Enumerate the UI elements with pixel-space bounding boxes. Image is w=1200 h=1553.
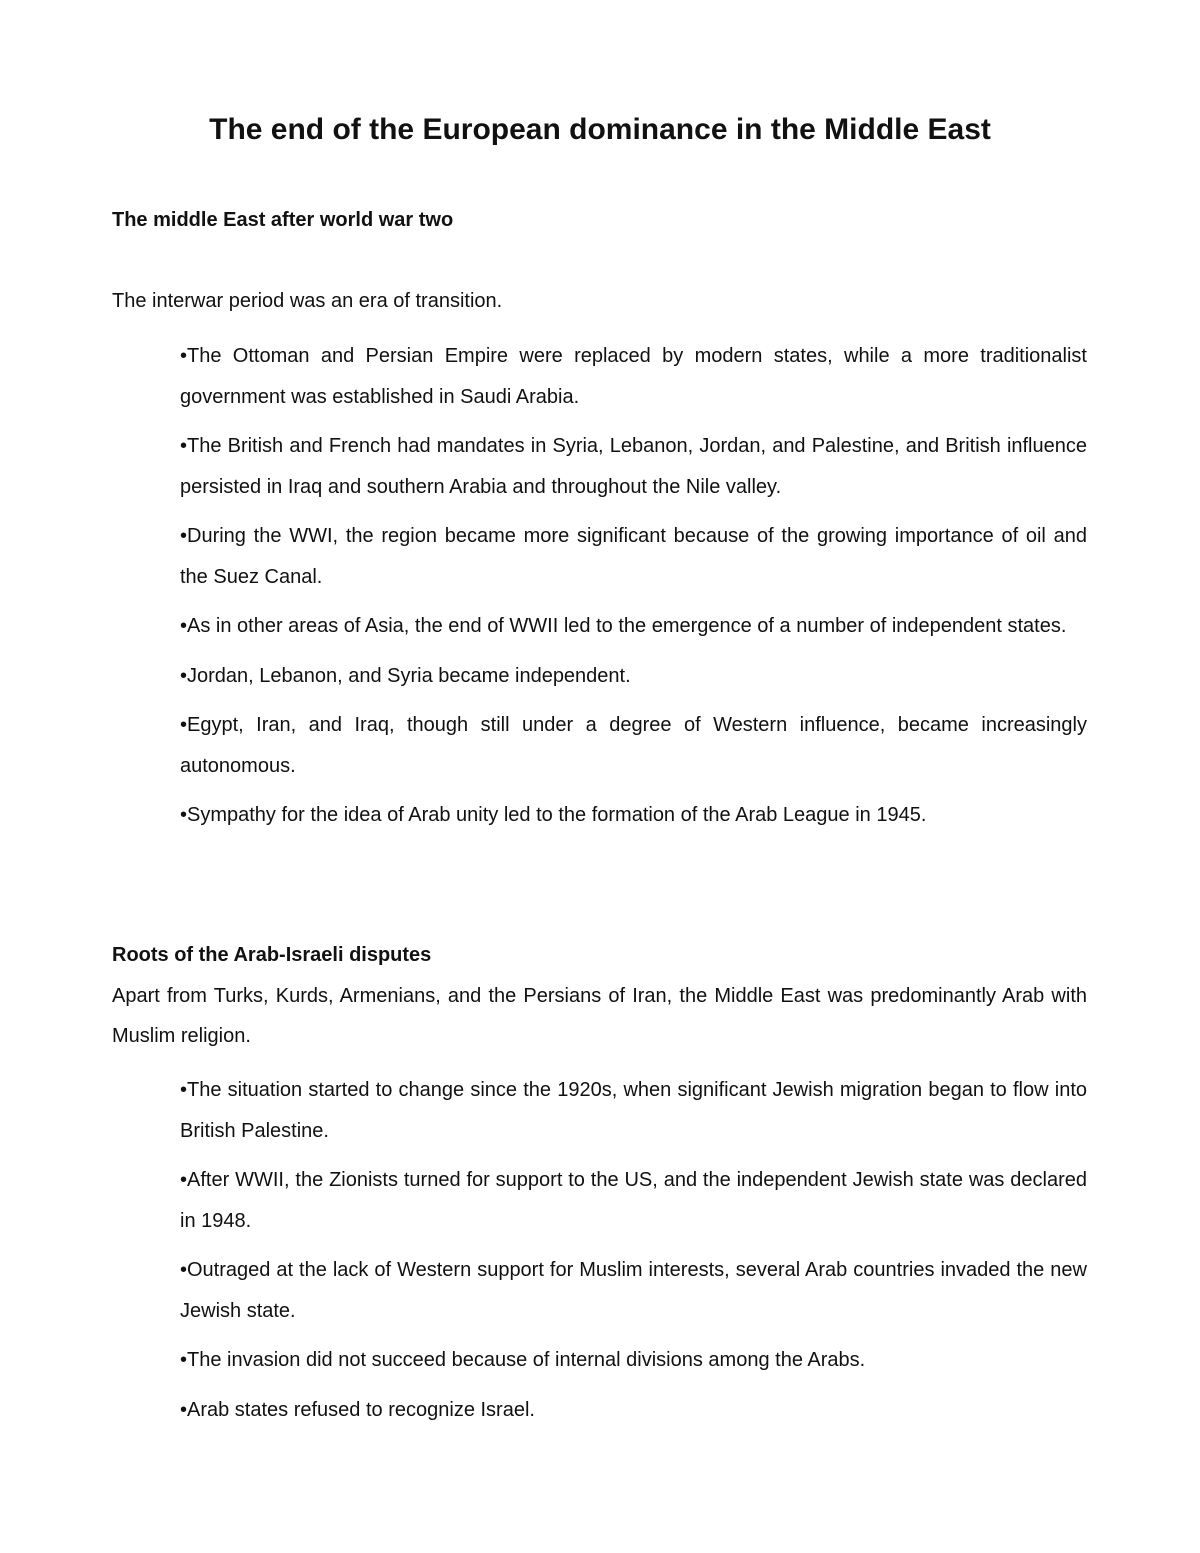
bullet-item: •After WWII, the Zionists turned for support to the US, and the independent Jewish state was declared in 1948. (180, 1169, 1087, 1232)
bullet-item: •The British and French had mandates in Syria, Lebanon, Jordan, and Palestine, and British influence persisted in Iraq and southern Arabia and throughout the Nile valley. (180, 435, 1087, 498)
section-heading-arab-israeli-roots: Roots of the Arab-Israeli disputes (112, 944, 432, 966)
bullet-list-arab-israeli (180, 1070, 1087, 1439)
bullet-item: •Outraged at the lack of Western support for Muslim interests, several Arab countries invaded the new Jewish state. (180, 1259, 1087, 1322)
bullet-item: •As in other areas of Asia, the end of WWII led to the emergence of a number of independent states. (180, 615, 1067, 637)
section-heading-middle-east-after-ww2: The middle East after world war two (112, 209, 454, 231)
bullet-item: •Sympathy for the idea of Arab unity led to the formation of the Arab League in 1945. (180, 804, 927, 826)
bullet-item: •Arab states refused to recognize Israel. (180, 1398, 535, 1421)
bullet-item: •The situation started to change since the 1920s, when significant Jewish migration began to flow into British Palestine. (180, 1079, 1087, 1142)
bullet-item: •The Ottoman and Persian Empire were replaced by modern states, while a more traditionalist government was established in Saudi Arabia. (180, 345, 1087, 408)
section-intro-interwar: The interwar period was an era of transition. (112, 290, 503, 312)
bullet-list-middle-east (180, 336, 1087, 845)
bullet-item: •Egypt, Iran, and Iraq, though still under a degree of Western influence, became increasingly autonomous. (180, 714, 1087, 777)
bullet-item: •During the WWI, the region became more significant because of the growing importance of oil and the Suez Canal. (180, 525, 1087, 588)
section-intro-arab-region: Apart from Turks, Kurds, Armenians, and the Persians of Iran, the Middle East was predominantly Arab with Muslim religion. (112, 985, 1087, 1047)
bullet-item: •Jordan, Lebanon, and Syria became independent. (180, 664, 631, 687)
document-title: The end of the European dominance in the Middle East (209, 113, 991, 146)
bullet-item: •The invasion did not succeed because of internal divisions among the Arabs. (180, 1349, 866, 1371)
